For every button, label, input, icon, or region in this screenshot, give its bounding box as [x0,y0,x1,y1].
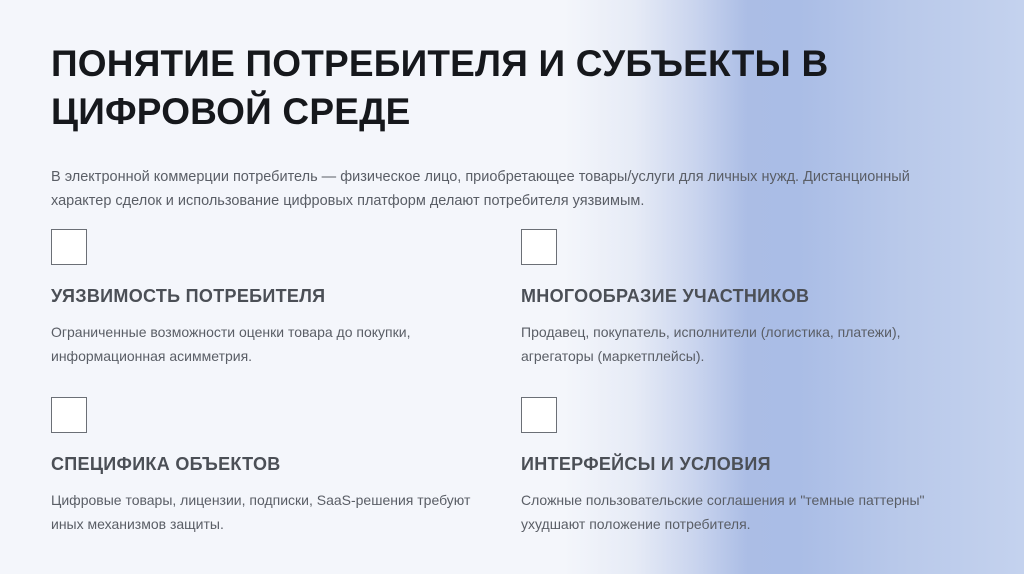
card-interfaces [521,397,961,532]
card-vulnerability [51,229,491,364]
card-objects [51,397,491,532]
card-title: МНОГООБРАЗИЕ УЧАСТНИКОВ [521,286,810,306]
broken-image-icon [521,397,557,433]
card-title: ИНТЕРФЕЙСЫ И УСЛОВИЯ [521,454,771,474]
card-text: Продавец, покупатель, исполнители (логистика, платежи), агрегаторы (маркетплейсы). [521,324,901,364]
card-title: УЯЗВИМОСТЬ ПОТРЕБИТЕЛЯ [51,286,326,306]
card-text: Сложные пользовательские соглашения и "темные паттерны" ухудшают положение потребителя. [521,492,925,532]
broken-image-icon [51,229,87,265]
card-text: Цифровые товары, лицензии, подписки, SaaS-решения требуют иных механизмов защиты. [51,492,471,532]
card-text: Ограниченные возможности оценки товара до покупки, информационная асимметрия. [51,324,411,364]
slide-title: ПОНЯТИЕ ПОТРЕБИТЕЛЯ И СУБЪЕКТЫ В ЦИФРОВОЙ СРЕДЕ [51,43,829,132]
broken-image-icon [51,397,87,433]
card-title: СПЕЦИФИКА ОБЪЕКТОВ [51,454,281,474]
card-participants [521,229,961,364]
intro-paragraph: В электронной коммерции потребитель — физическое лицо, приобретающее товары/услуги для личных нужд. Дистанционный характер сделок и использование цифровых платформ делают потребителя уязвимым. [51,169,910,209]
broken-image-icon [521,229,557,265]
